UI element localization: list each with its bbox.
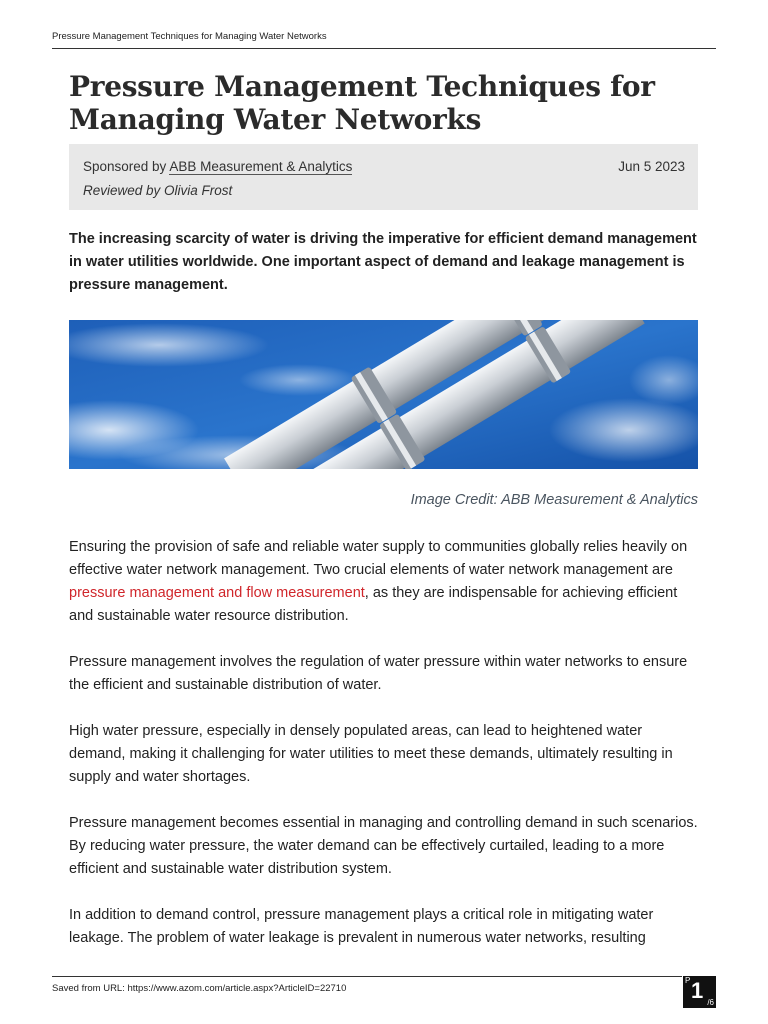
pressure-flow-link[interactable]: pressure management and flow measurement	[69, 585, 365, 601]
publish-date: Jun 5 2023	[618, 159, 685, 174]
running-header: Pressure Management Techniques for Managing Water Networks	[52, 31, 327, 42]
paragraph: In addition to demand control, pressure management plays a critical role in mitigating water leakage. The problem of water leakage is prevalent in numerous water networks, resulting	[69, 907, 654, 946]
paragraph-text: Ensuring the provision of safe and reliable water supply to communities globally relies heavily on effective water network management. Two crucial elements of water network management are	[69, 539, 688, 578]
page-number: 1	[691, 978, 704, 1003]
hero-image-pipelines	[69, 320, 698, 469]
paragraph: Pressure management becomes essential in managing and controlling demand in such scenarios. By reducing water pressure, the water demand can be effectively curtailed, leading to a more efficient and sustainable water distribution system.	[69, 815, 698, 877]
sponsor-line	[83, 159, 352, 174]
page-letter: P	[685, 976, 691, 985]
footer-divider	[52, 976, 682, 977]
reviewed-by: Reviewed by Olivia Frost	[83, 183, 233, 198]
paragraph-text: , as they are indispensable for achieving efficient and sustainable water resource distribution.	[69, 585, 678, 624]
paragraph: High water pressure, especially in densely populated areas, can lead to heightened water demand, making it challenging for water utilities to meet these demands, ultimately resulting in supply and water shortages.	[69, 723, 673, 785]
image-caption: Image Credit: ABB Measurement & Analytics	[410, 492, 698, 508]
sponsored-by-label: Sponsored by	[83, 159, 167, 174]
saved-from-url: Saved from URL: https://www.azom.com/article.aspx?ArticleID=22710	[52, 983, 347, 994]
paragraph: Pressure management involves the regulation of water pressure within water networks to ensure the efficient and sustainable distribution of water.	[69, 654, 688, 693]
article-lede: The increasing scarcity of water is driving the imperative for efficient demand management in water utilities worldwide. One important aspect of demand and leakage management is pressure management.	[69, 231, 697, 293]
page-number-badge	[683, 976, 716, 1008]
article-body	[69, 536, 699, 973]
page-total: /6	[707, 998, 714, 1007]
sponsor-link[interactable]: ABB Measurement & Analytics	[169, 159, 353, 174]
article-title: Pressure Management Techniques for Managing Water Networks	[69, 70, 655, 136]
article-meta-box	[69, 144, 698, 210]
header-divider	[52, 48, 716, 49]
paragraph	[69, 536, 699, 628]
